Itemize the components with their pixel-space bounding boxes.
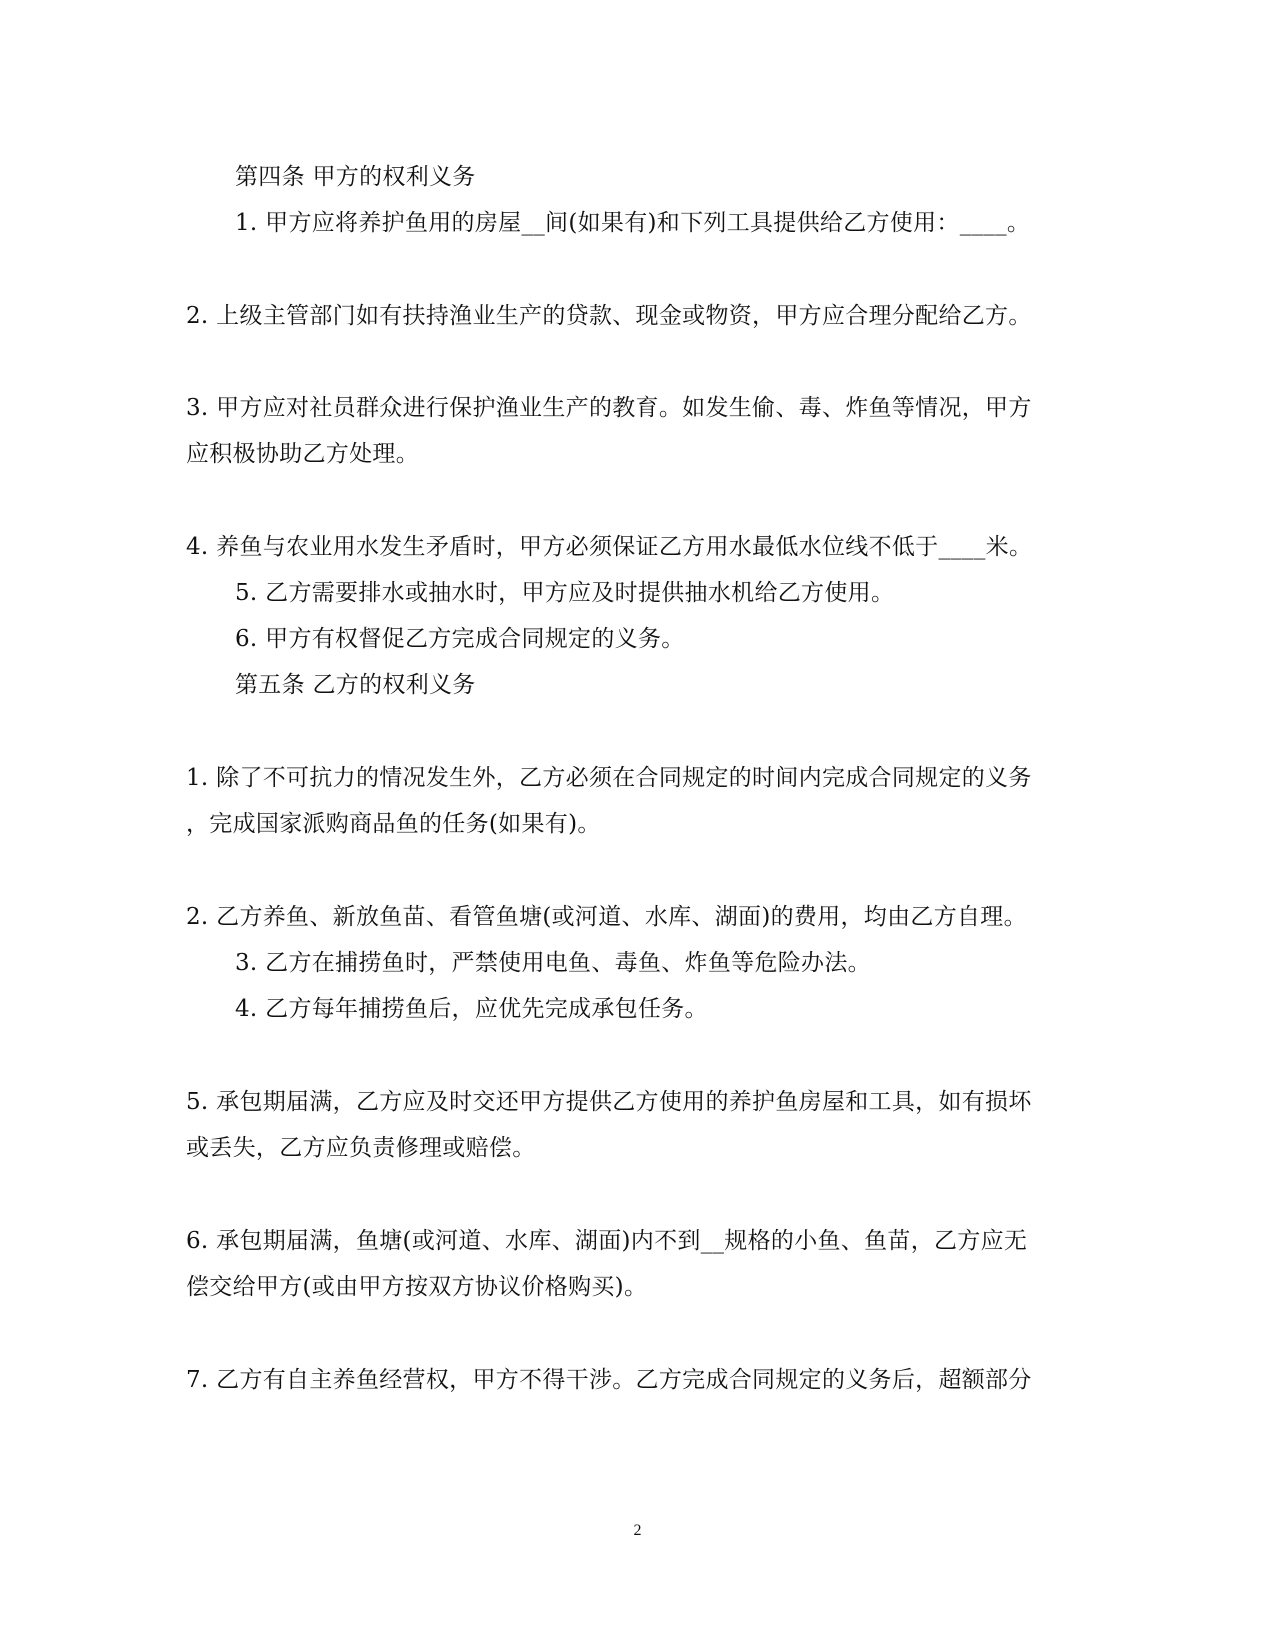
article-4-clause-3-line-1: 3. 甲方应对社员群众进行保护渔业生产的教育。如发生偷、毒、炸鱼等情况，甲方 — [186, 395, 1032, 421]
article-5-clause-6-line-1: 6. 承包期届满，鱼塘(或河道、水库、湖面)内不到__规格的小鱼、鱼苗，乙方应无 — [186, 1228, 1028, 1254]
article-4-clause-1: 1. 甲方应将养护鱼用的房屋__间(如果有)和下列工具提供给乙方使用：____。 — [235, 210, 1031, 236]
article-5-clause-5-line-2: 或丢失，乙方应负责修理或赔偿。 — [186, 1135, 536, 1161]
article-5-heading: 第五条 乙方的权利义务 — [235, 672, 476, 698]
article-5-clause-2: 2. 乙方养鱼、新放鱼苗、看管鱼塘(或河道、水库、湖面)的费用，均由乙方自理。 — [186, 904, 1027, 930]
article-4-clause-6: 6. 甲方有权督促乙方完成合同规定的义务。 — [235, 626, 685, 652]
article-4-clause-4: 4. 养鱼与农业用水发生矛盾时，甲方必须保证乙方用水最低水位线不低于____米。 — [186, 534, 1033, 560]
article-4-clause-5: 5. 乙方需要排水或抽水时，甲方应及时提供抽水机给乙方使用。 — [235, 580, 895, 606]
article-4-clause-3-line-2: 应积极协助乙方处理。 — [186, 441, 419, 467]
article-5-clause-7-line-1: 7. 乙方有自主养鱼经营权，甲方不得干涉。乙方完成合同规定的义务后，超额部分 — [186, 1367, 1032, 1393]
article-4-clause-2: 2. 上级主管部门如有扶持渔业生产的贷款、现金或物资，甲方应合理分配给乙方。 — [186, 303, 1032, 329]
page-number: 2 — [633, 1522, 642, 1539]
article-5-clause-1-line-1: 1. 除了不可抗力的情况发生外，乙方必须在合同规定的时间内完成合同规定的义务 — [186, 765, 1032, 791]
article-5-clause-3: 3. 乙方在捕捞鱼时，严禁使用电鱼、毒鱼、炸鱼等危险办法。 — [235, 950, 871, 976]
article-5-clause-1-line-2: ，完成国家派购商品鱼的任务(如果有)。 — [186, 811, 601, 837]
article-4-heading: 第四条 甲方的权利义务 — [235, 164, 476, 190]
article-5-clause-4: 4. 乙方每年捕捞鱼后，应优先完成承包任务。 — [235, 996, 708, 1022]
article-5-clause-6-line-2: 偿交给甲方(或由甲方按双方协议价格购买)。 — [186, 1274, 648, 1300]
article-5-clause-5-line-1: 5. 承包期届满，乙方应及时交还甲方提供乙方使用的养护鱼房屋和工具，如有损坏 — [186, 1089, 1032, 1115]
